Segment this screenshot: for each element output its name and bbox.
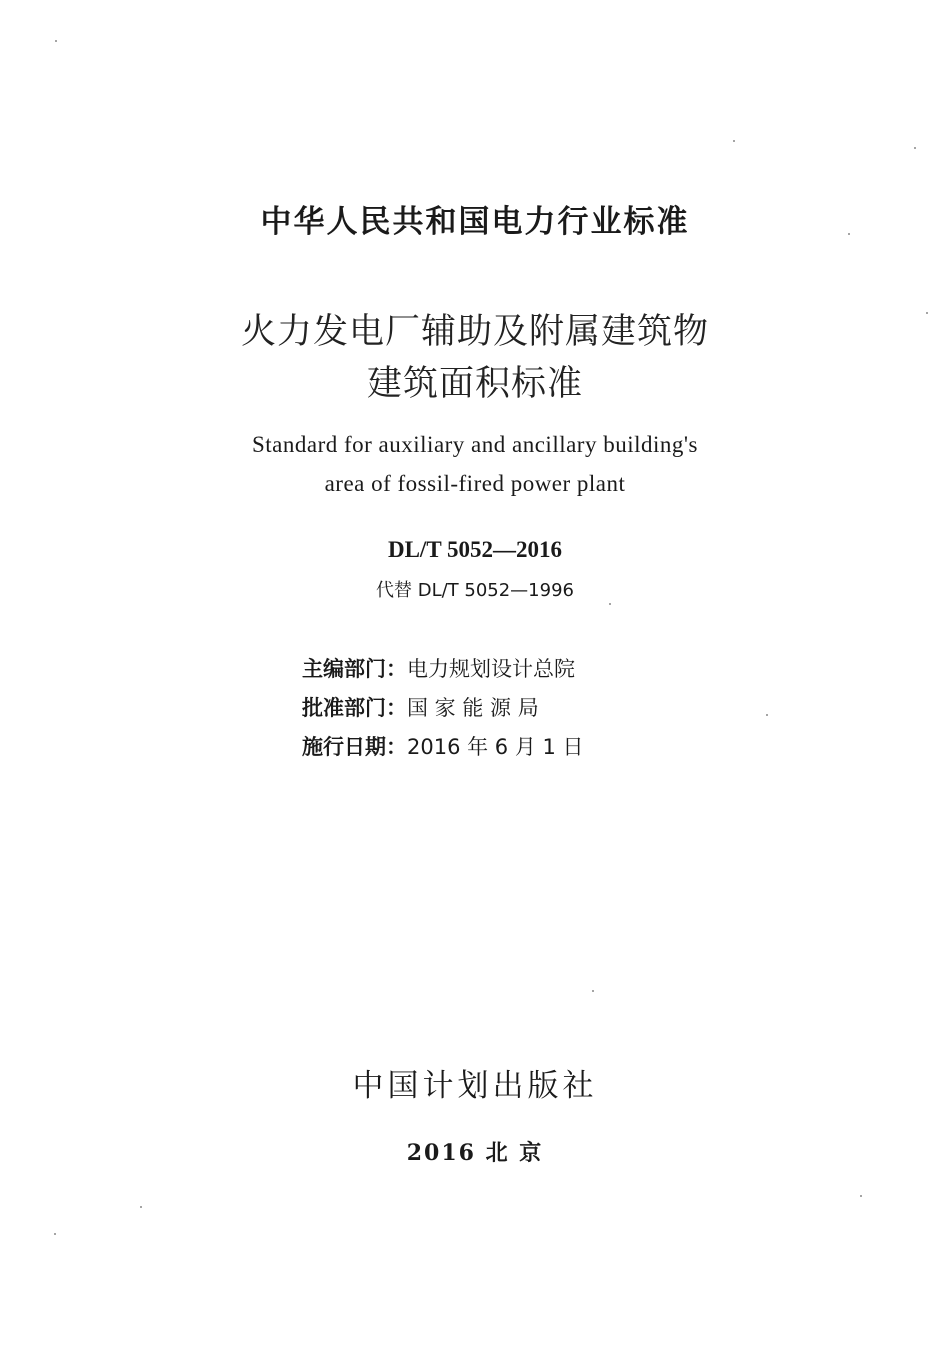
publisher: 中国计划出版社 [352,1068,598,1104]
scan-speck [926,312,928,314]
effective-date-row [302,731,584,761]
chinese-title-line-1: 火力发电厂辅助及附属建筑物 [240,312,709,352]
approver-row [302,692,539,722]
scan-speck [860,1195,862,1197]
editor-label: 主编部门： [302,657,407,681]
issuing-authority: 中华人民共和国电力行业标准 [260,204,690,240]
approver-label: 批准部门： [302,696,407,720]
scan-speck [54,1233,56,1235]
approver-value: 国 家 能 源 局 [407,696,539,720]
scan-speck [592,990,594,992]
effective-date-value: 2016 年 6 月 1 日 [407,735,584,759]
editor-value: 电力规划设计总院 [407,657,575,681]
scan-speck [848,233,850,235]
replaces-standard: 代替 DL/T 5052—1996 [375,580,574,601]
english-title-line-2: area of fossil-fired power plant [324,471,626,496]
scan-speck [914,147,916,149]
publication-place-year: 2016 北 京 [406,1140,544,1166]
scan-speck [140,1206,142,1208]
effective-date-label: 施行日期： [302,735,407,759]
standard-code: DL/T 5052—2016 [387,537,563,562]
scan-speck [766,714,768,716]
scan-speck [55,40,57,42]
editor-row [302,653,575,683]
english-title-line-1: Standard for auxiliary and ancillary building's [251,432,698,457]
chinese-title-line-2: 建筑面积标准 [366,364,583,404]
scan-speck [733,140,735,142]
scan-speck [609,603,611,605]
